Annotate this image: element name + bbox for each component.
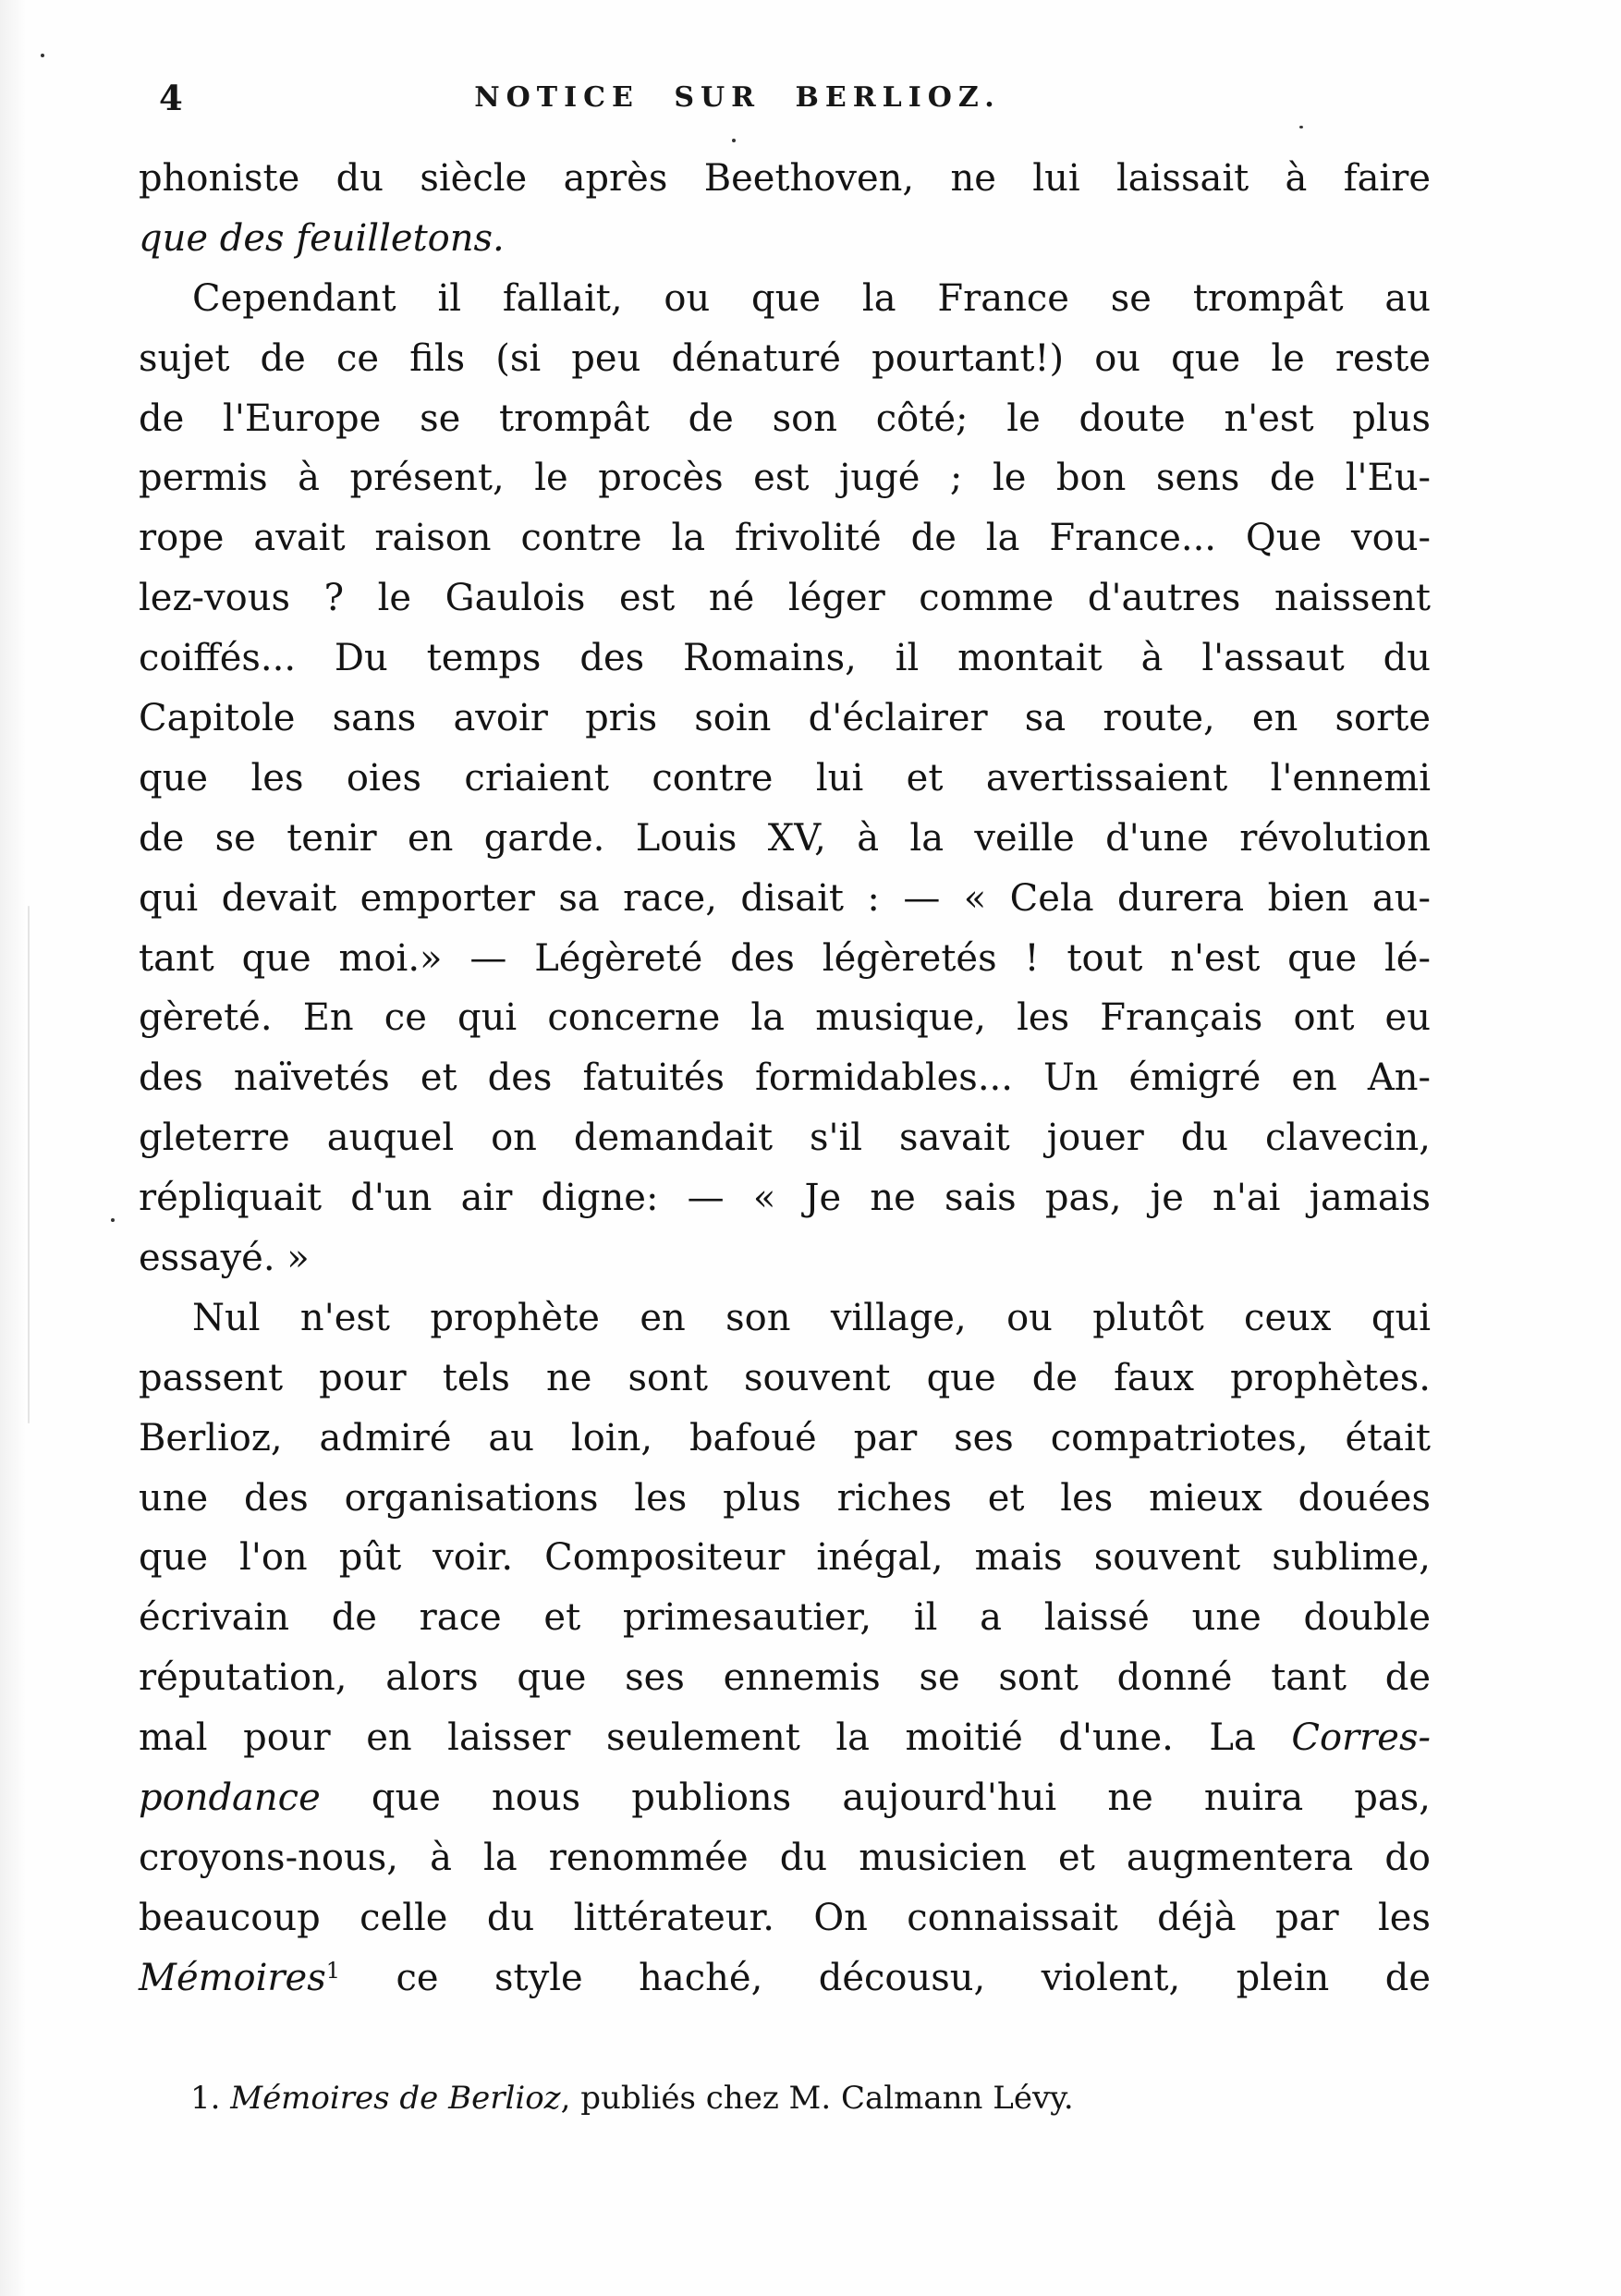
text-line (139, 209, 1431, 269)
text-line (139, 1648, 1431, 1708)
text-segment: répliquait d'un air digne: — « Je ne sais pas, je n'ai jamais (139, 1177, 1431, 1220)
text-line (139, 749, 1431, 809)
text-segment: que des feuilletons. (139, 216, 505, 260)
page-number: 4 (159, 78, 183, 118)
text-line (139, 629, 1431, 689)
text-line (139, 269, 1431, 329)
text-line (139, 809, 1431, 869)
running-title: NOTICE SUR BERLIOZ. (474, 81, 1001, 114)
text-segment: Mémoires (139, 1956, 326, 1999)
scan-edge-artifact (28, 906, 30, 1423)
text-segment: une des organisations les plus riches et les mieux douées (139, 1476, 1431, 1520)
footnote (139, 2076, 1431, 2120)
text-segment: gleterre auquel on demandait s'il savait jouer du clavecin, (139, 1117, 1431, 1160)
text-segment: Corres- (1291, 1716, 1431, 1760)
text-line (139, 1168, 1431, 1228)
text-segment: Cependant il fallait, ou que la France se trompât au (192, 276, 1431, 320)
text-segment: passent pour tels ne sont souvent que de faux prophètes. (139, 1356, 1431, 1399)
text-segment: de se tenir en garde. Louis XV, à la veille d'une révolution (139, 816, 1431, 860)
footnote-marker: 1 (325, 1957, 341, 1984)
scan-speck (41, 54, 44, 57)
text-segment: , publiés chez M. Calmann Lévy. (560, 2080, 1074, 2117)
text-segment: de l'Europe se trompât de son côté; le doute n'est plus (139, 397, 1431, 440)
text-line (139, 1708, 1431, 1768)
page-header (139, 76, 1431, 124)
text-segment: pondance (139, 1777, 372, 1820)
scan-speck (1299, 126, 1303, 128)
text-line (139, 149, 1431, 209)
text-line (139, 508, 1431, 568)
text-segment: Capitole sans avoir pris soin d'éclairer sa route, en sorte (139, 697, 1431, 740)
text-segment: beaucoup celle du littérateur. On connaissait déjà par les (139, 1896, 1431, 1939)
text-segment: croyons-nous, à la renommée du musicien et augmentera do (139, 1836, 1431, 1879)
text-line (139, 1349, 1431, 1409)
text-segment: phoniste du siècle après Beethoven, ne lui laissait à faire (139, 157, 1431, 200)
scan-speck (732, 139, 736, 142)
text-line (139, 1948, 1431, 2009)
text-line (139, 1588, 1431, 1648)
text-line (139, 1048, 1431, 1108)
text-segment: mal pour en laisser seulement la moitié d'une. La (139, 1716, 1292, 1760)
text-line (139, 1228, 1431, 1288)
text-segment: lez-vous ? le Gaulois est né léger comme d'autres naissent (139, 577, 1431, 620)
text-segment: que l'on pût voir. Compositeur inégal, mais souvent sublime, (139, 1536, 1431, 1580)
text-segment: sujet de ce fils (si peu dénaturé pourtant!) ou que le reste (139, 336, 1431, 380)
text-line (139, 389, 1431, 449)
text-line (139, 929, 1431, 989)
text-line (139, 1469, 1431, 1529)
text-line (139, 568, 1431, 629)
text-segment: que les oies criaient contre lui et avertissaient l'ennemi (139, 756, 1431, 800)
text-segment: permis à présent, le procès est jugé ; le bon sens de l'Eu- (139, 457, 1431, 500)
text-line (139, 1108, 1431, 1168)
text-line (139, 448, 1431, 508)
text-line (139, 1768, 1431, 1828)
text-line (139, 988, 1431, 1048)
text-line (139, 329, 1431, 389)
text-segment: qui devait emporter sa race, disait : — « Cela durera bien au- (139, 876, 1431, 920)
text-line (139, 1888, 1431, 1948)
text-segment: réputation, alors que ses ennemis se sont donné tant de (139, 1656, 1431, 1700)
scan-speck (111, 1218, 115, 1222)
text-line (139, 1409, 1431, 1469)
text-segment: ce style haché, décousu, violent, plein de (340, 1956, 1431, 1999)
text-segment: rope avait raison contre la frivolité de la France... Que vou- (139, 517, 1431, 560)
text-segment: Nul n'est prophète en son village, ou plutôt ceux qui (192, 1296, 1431, 1339)
text-segment: essayé. » (139, 1237, 310, 1280)
text-line (139, 1528, 1431, 1588)
text-segment: des naïvetés et des fatuités formidables... Un émigré en An- (139, 1056, 1431, 1100)
text-segment: 1. (190, 2080, 231, 2117)
text-segment: Mémoires de Berlioz (230, 2080, 561, 2117)
text-line (139, 689, 1431, 749)
text-segment: tant que moi.» — Légèreté des légèretés ! tout n'est que lé- (139, 936, 1431, 980)
text-segment: écrivain de race et primesautier, il a laissé une double (139, 1596, 1431, 1640)
text-line (139, 1288, 1431, 1349)
text-segment: que nous publions aujourd'hui ne nuira pas, (371, 1777, 1431, 1820)
text-line (139, 869, 1431, 929)
text-segment: gèreté. En ce qui concerne la musique, les Français ont eu (139, 996, 1431, 1040)
body-text (139, 149, 1431, 2009)
text-line (139, 1828, 1431, 1888)
text-segment: coiffés... Du temps des Romains, il montait à l'assaut du (139, 637, 1431, 680)
text-segment: Berlioz, admiré au loin, bafoué par ses compatriotes, était (139, 1416, 1431, 1459)
